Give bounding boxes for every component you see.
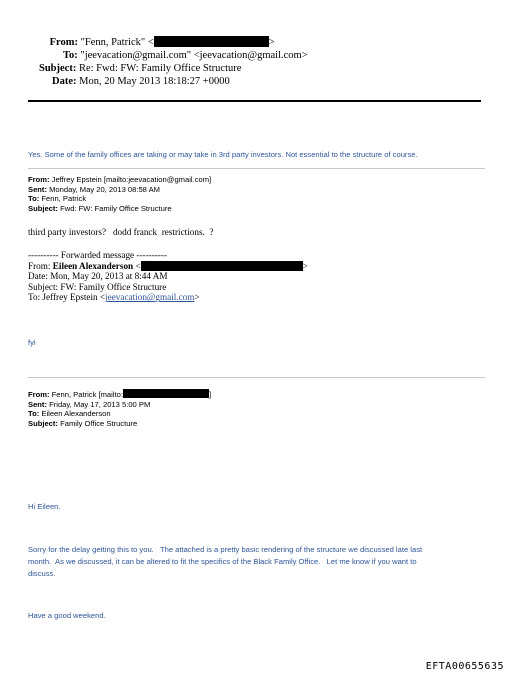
msg2-subject-value: Family Office Structure [60,418,138,428]
fyi-text: fyi [28,338,36,347]
forwarded-to-suffix: > [194,292,200,303]
forwarded-from-line [28,261,308,272]
forwarded-date: Date: Mon, May 20, 2013 at 8:44 AM [28,271,168,282]
msg1-from-value: Jeffrey Epstein [mailto:jeevacation@gmail.com] [51,175,212,184]
msg1-from-label: From: [28,175,50,184]
msg1-to-label: To: [28,194,40,204]
forwarded-to-prefix: To: Jeffrey Epstein < [28,292,106,303]
forwarded-from-prefix: From: [28,260,53,271]
header-to-line [63,49,308,62]
redaction-bar [123,389,212,399]
msg2-to-value: Eileen Alexanderson [41,409,111,419]
jeffrey-note: third party investors? dodd franck restrictions. ? [28,227,214,237]
body-paragraph-line: month. As we discussed, it can be altered to fit the specifics of the Black Family Office. Let me know if you want to [28,556,417,566]
bates-number: EFTA00655635 [425,661,504,672]
redaction-bar [154,36,269,47]
forwarded-from-lt: < [133,260,141,271]
header-divider [28,100,481,102]
header-to-label: To: [63,50,78,61]
header-from-line [47,36,275,49]
forwarded-block [28,250,308,303]
msg2-from-value: Fenn, Patrick [mailto: [51,390,123,399]
msg2-subject-label: Subject: [28,418,58,428]
quoted-header-2 [28,389,211,428]
header-subject-value: Re: Fwd: FW: Family Office Structure [78,63,242,74]
header-date-line [52,75,230,88]
msg1-subject-value: Fwd: FW: Family Office Structure [60,203,172,213]
forwarded-to-link[interactable]: jeevacation@gmail.com [105,292,195,303]
forwarded-from-gt: > [302,260,308,271]
msg2-sent-value: Friday, May 17, 2013 5:00 PM [49,399,151,409]
reply-text: Yes. Some of the family offices are taking or may take in 3rd party investors. Not essential to the structure of course. [28,150,418,159]
header-to-value: "jeevacation@gmail.com" <jeevacation@gmail.com> [80,50,308,61]
header-date-value: Mon, 20 May 2013 18:18:27 +0000 [79,76,230,87]
forwarded-to-line [28,292,308,303]
header-from-tail: > [268,37,275,48]
body-paragraph-line: Sorry for the delay getting this to you. The attached is a pretty basic rendering of the structure we discussed late last [28,545,423,554]
reply-divider [28,168,485,169]
header-from-label: From: [49,37,79,48]
msg1-sent-value: Monday, May 20, 2013 08:58 AM [49,184,160,194]
forwarded-from-name: Eileen Alexanderson [52,260,134,271]
msg2-from-tail: ] [208,390,212,399]
header-subject-line [39,62,241,75]
quoted-header-1 [28,175,211,213]
msg2-to-label: To: [28,409,40,419]
header-subject-label: Subject: [39,63,77,74]
msg1-subject-label: Subject: [28,203,58,213]
forwarded-subject: Subject: FW: Family Office Structure [28,281,167,292]
msg1-to-value: Fenn, Patrick [41,194,87,204]
msg2-sent-label: Sent: [28,399,47,409]
body-greeting: Hi Eileen. [28,502,61,511]
quoted-divider [28,377,485,378]
redaction-bar [141,261,303,271]
body-closing: Have a good weekend. [28,611,106,620]
forwarded-divider: ---------- Forwarded message ---------- [28,250,168,260]
body-paragraph-line: discuss. [28,568,56,578]
msg1-sent-label: Sent: [28,184,47,194]
body-paragraph [28,544,422,579]
header-from-value: "Fenn, Patrick" < [80,37,154,48]
msg2-from-label: From: [28,390,50,399]
header-date-label: Date: [52,76,77,87]
